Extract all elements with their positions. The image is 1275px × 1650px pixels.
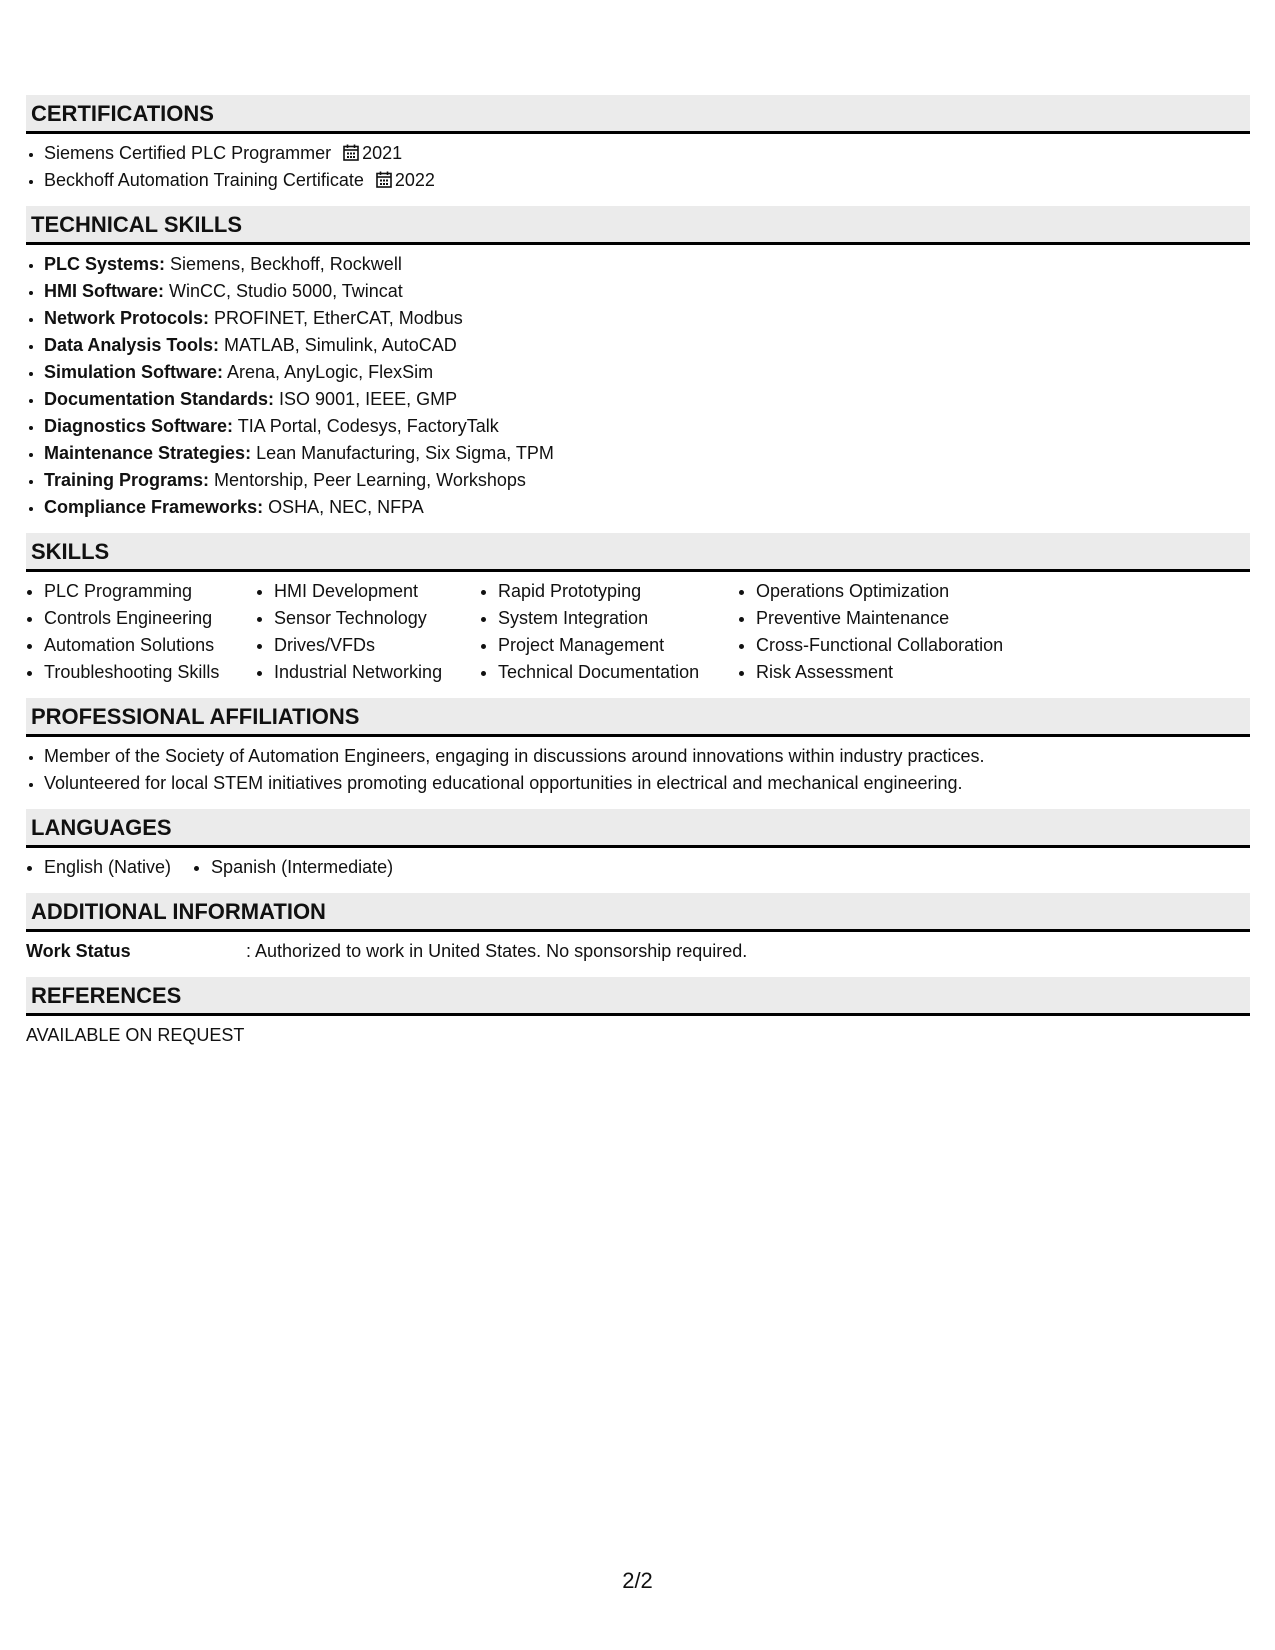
- skill-item: • Operations Optimization: [756, 578, 1056, 605]
- technical-skill-item: [44, 305, 1250, 332]
- technical-skill-value: Lean Manufacturing, Six Sigma, TPM: [251, 443, 554, 463]
- technical-skill-label: HMI Software:: [44, 281, 165, 301]
- affiliation-item: • Volunteered for local STEM initiatives promoting educational opportunities in electrical and mechanical engineering.: [44, 770, 1250, 797]
- skill-item: • Drives/VFDs: [274, 632, 480, 659]
- technical-skill-value: Arena, AnyLogic, FlexSim: [223, 362, 434, 382]
- skill-item: • HMI Development: [274, 578, 480, 605]
- skill-item: • Project Management: [498, 632, 738, 659]
- skills-column: [26, 578, 256, 686]
- certification-year: 2022: [394, 170, 435, 190]
- technical-skill-value: OSHA, NEC, NFPA: [263, 497, 424, 517]
- references-section: [26, 977, 1250, 1049]
- certification-year: 2021: [362, 143, 403, 163]
- additional-info-section: [26, 893, 1250, 965]
- technical-skill-item: [44, 251, 1250, 278]
- technical-skill-item: [44, 494, 1250, 521]
- work-status-value: : Authorized to work in United States. No sponsorship required.: [246, 941, 748, 961]
- languages-list: [26, 854, 1250, 881]
- work-status-row: [26, 938, 1250, 965]
- technical-skill-label: Training Programs:: [44, 470, 210, 490]
- affiliations-heading: PROFESSIONAL AFFILIATIONS: [26, 698, 1250, 737]
- technical-skill-label: Diagnostics Software:: [44, 416, 234, 436]
- skills-column: [738, 578, 1056, 686]
- technical-skill-item: [44, 467, 1250, 494]
- certifications-list: [26, 140, 1250, 194]
- technical-skills-heading: TECHNICAL SKILLS: [26, 206, 1250, 245]
- skill-item: • System Integration: [498, 605, 738, 632]
- technical-skill-value: ISO 9001, IEEE, GMP: [274, 389, 458, 409]
- affiliations-list: [26, 743, 1250, 797]
- skill-item: • Risk Assessment: [756, 659, 1056, 686]
- certification-name: Beckhoff Automation Training Certificate: [44, 170, 364, 190]
- technical-skill-label: Compliance Frameworks:: [44, 497, 264, 517]
- skill-item: • Technical Documentation: [498, 659, 738, 686]
- technical-skill-item: [44, 413, 1250, 440]
- technical-skill-item: [44, 386, 1250, 413]
- skill-item: • Automation Solutions: [44, 632, 256, 659]
- skill-item: • PLC Programming: [44, 578, 256, 605]
- technical-skill-value: MATLAB, Simulink, AutoCAD: [219, 335, 457, 355]
- skills-column: [256, 578, 480, 686]
- languages-section: [26, 809, 1250, 881]
- skill-item: • Troubleshooting Skills: [44, 659, 256, 686]
- certification-item: [44, 140, 1250, 167]
- technical-skills-list: [26, 251, 1250, 521]
- affiliations-section: [26, 698, 1250, 797]
- technical-skill-label: Data Analysis Tools:: [44, 335, 220, 355]
- technical-skill-label: Maintenance Strategies:: [44, 443, 252, 463]
- skills-grid: [26, 578, 1250, 686]
- affiliation-item: • Member of the Society of Automation Engineers, engaging in discussions around innovations within industry practices.: [44, 743, 1250, 770]
- language-item: • English (Native): [44, 854, 171, 881]
- language-item: • Spanish (Intermediate): [211, 854, 393, 881]
- references-heading: REFERENCES: [26, 977, 1250, 1016]
- technical-skill-label: Network Protocols:: [44, 308, 210, 328]
- certification-item: [44, 167, 1250, 194]
- technical-skill-value: Mentorship, Peer Learning, Workshops: [209, 470, 526, 490]
- technical-skill-value: TIA Portal, Codesys, FactoryTalk: [233, 416, 499, 436]
- technical-skill-label: PLC Systems:: [44, 254, 166, 274]
- technical-skill-value: Siemens, Beckhoff, Rockwell: [165, 254, 402, 274]
- skill-item: • Controls Engineering: [44, 605, 256, 632]
- technical-skill-value: WinCC, Studio 5000, Twincat: [164, 281, 403, 301]
- skill-item: • Preventive Maintenance: [756, 605, 1056, 632]
- technical-skill-item: [44, 278, 1250, 305]
- calendar-icon: [343, 144, 359, 161]
- certifications-heading: CERTIFICATIONS: [26, 95, 1250, 134]
- skills-heading: SKILLS: [26, 533, 1250, 572]
- resume-page: [26, 95, 1250, 1061]
- skill-item: • Industrial Networking: [274, 659, 480, 686]
- technical-skill-label: Documentation Standards:: [44, 389, 275, 409]
- technical-skill-value: PROFINET, EtherCAT, Modbus: [209, 308, 463, 328]
- calendar-icon: [376, 171, 392, 188]
- additional-info-heading: ADDITIONAL INFORMATION: [26, 893, 1250, 932]
- technical-skill-item: [44, 359, 1250, 386]
- skill-item: • Cross-Functional Collaboration: [756, 632, 1056, 659]
- technical-skills-section: [26, 206, 1250, 521]
- skills-column: [480, 578, 738, 686]
- skills-section: [26, 533, 1250, 686]
- languages-heading: LANGUAGES: [26, 809, 1250, 848]
- skill-item: • Sensor Technology: [274, 605, 480, 632]
- skill-item: • Rapid Prototyping: [498, 578, 738, 605]
- work-status-label: Work Status: [26, 941, 131, 961]
- certification-name: Siemens Certified PLC Programmer: [44, 143, 332, 163]
- technical-skill-item: [44, 440, 1250, 467]
- technical-skill-label: Simulation Software:: [44, 362, 224, 382]
- certifications-section: [26, 95, 1250, 194]
- references-text: AVAILABLE ON REQUEST: [26, 1025, 245, 1045]
- page-number: 2/2: [622, 1568, 653, 1593]
- technical-skill-item: [44, 332, 1250, 359]
